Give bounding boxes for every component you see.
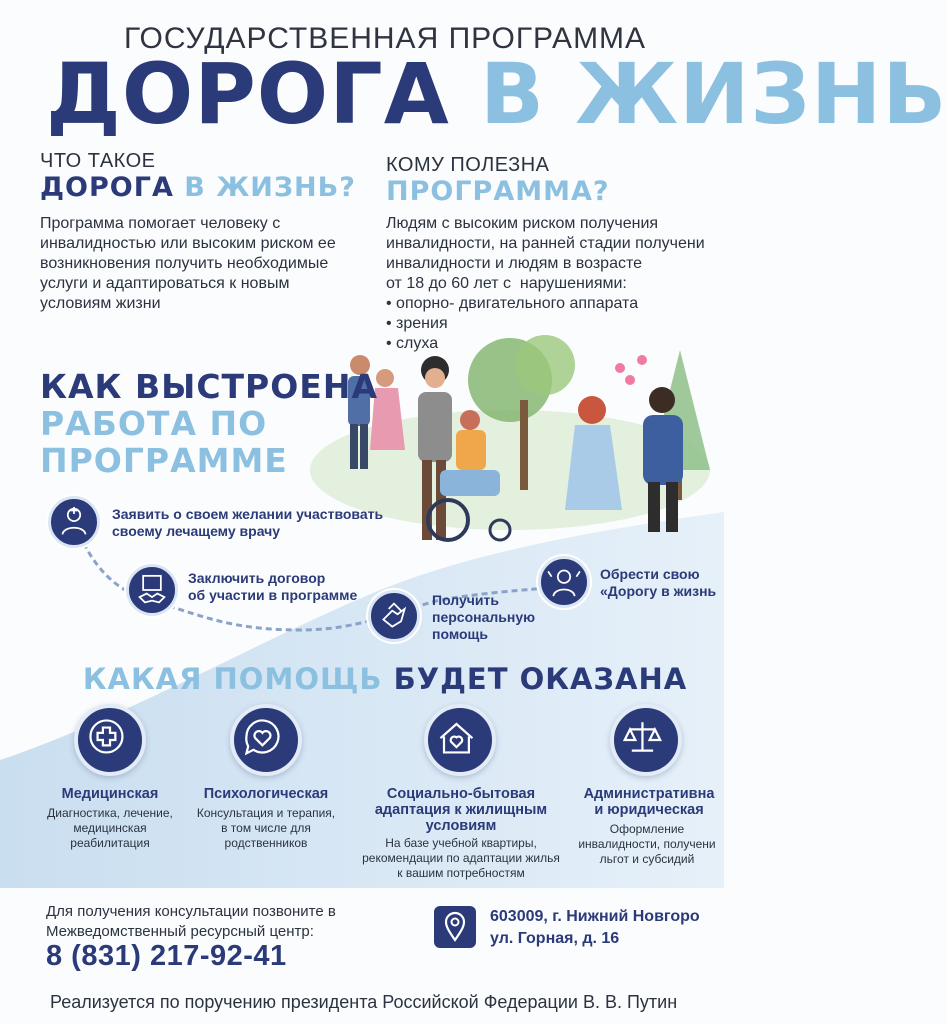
service-psychological-desc: Консультация и терапия, в том числе для родственников — [196, 806, 336, 850]
service-medical-desc: Диагностика, лечение, медицинская реабилитация — [47, 806, 173, 850]
service-psychological-title: Психологическая — [203, 786, 329, 802]
contract-handshake-icon — [126, 564, 178, 616]
how-line2: РАБОТА ПО — [40, 404, 268, 443]
program-title — [46, 45, 947, 143]
house-heart-icon — [424, 704, 496, 776]
people-illustration — [330, 320, 724, 560]
what-big-word2: В ЖИЗНЬ? — [184, 172, 356, 203]
title-word-doroga: ДОРОГА — [46, 45, 450, 143]
service-social-title: Социально-бытовая адаптация к жилищным условиям — [374, 786, 548, 834]
service-legal-title: Административна и юридическая — [583, 786, 715, 818]
how-line3: ПРОГРАММЕ — [40, 441, 288, 480]
contact-address: 603009, г. Нижний Новгоро ул. Горная, д. 16 — [490, 908, 700, 947]
step-3-text: Получить персональную помощь — [432, 592, 536, 642]
contact-label: Для получения консультации позвоните в Межведомственный ресурсный центр: — [46, 903, 336, 940]
step-4-text: Обрести свою «Дорогу в жизнь — [600, 566, 717, 599]
step-1-text: Заявить о своем желании участвовать своему лечащему врачу — [112, 506, 384, 539]
help-heading-part2: БУДЕТ ОКАЗАНА — [393, 662, 688, 696]
location-pin-icon — [434, 906, 476, 948]
step-2-text: Заключить договор об участии в программе — [188, 570, 358, 603]
helping-hands-icon — [368, 590, 420, 642]
doctor-icon — [48, 496, 100, 548]
what-big-word1: ДОРОГА — [40, 172, 174, 203]
medical-cross-icon — [74, 704, 146, 776]
program-subtitle: ГОСУДАРСТВЕННАЯ ПРОГРАММА — [123, 22, 647, 55]
scales-icon — [610, 704, 682, 776]
happy-person-icon — [538, 556, 590, 608]
help-heading-part1: КАКАЯ ПОМОЩЬ — [82, 662, 383, 696]
what-small-heading: ЧТО ТАКОЕ — [40, 150, 156, 172]
who-small-heading: КОМУ ПОЛЕЗНА — [386, 154, 550, 176]
heart-bubble-icon — [230, 704, 302, 776]
contact-phone[interactable]: 8 (831) 217-92-41 — [46, 940, 287, 972]
title-word-v-zhizn: В ЖИЗНЬ — [479, 45, 947, 143]
footer-note: Реализуется по поручению президента Российской Федерации В. В. Путин — [50, 992, 678, 1012]
help-heading — [0, 662, 770, 696]
what-big-heading — [40, 172, 356, 203]
what-description: Программа помогает человеку с инвалидностью или высоким риском ее возникновения получить необходимые услуги и адаптироваться к новым условиям жизни — [40, 215, 336, 312]
service-social-desc: На базе учебной квартиры, рекомендации по адаптации жилья к вашим потребностям — [362, 836, 560, 880]
who-description: Людям с высоким риском получения инвалидности, на ранней стадии получени инвалидности и людям в возрасте от 18 до 60 лет с нарушениями: • опорно- двигательного аппарата • зрения • слуха — [386, 215, 705, 352]
who-big-heading: ПРОГРАММА? — [386, 176, 610, 207]
service-legal-desc: Оформление инвалидности, получени льгот и субсидий — [578, 822, 716, 866]
service-medical-title: Медицинская — [61, 786, 159, 802]
how-heading — [40, 368, 378, 479]
how-line1: КАК ВЫСТРОЕНА — [40, 367, 378, 406]
